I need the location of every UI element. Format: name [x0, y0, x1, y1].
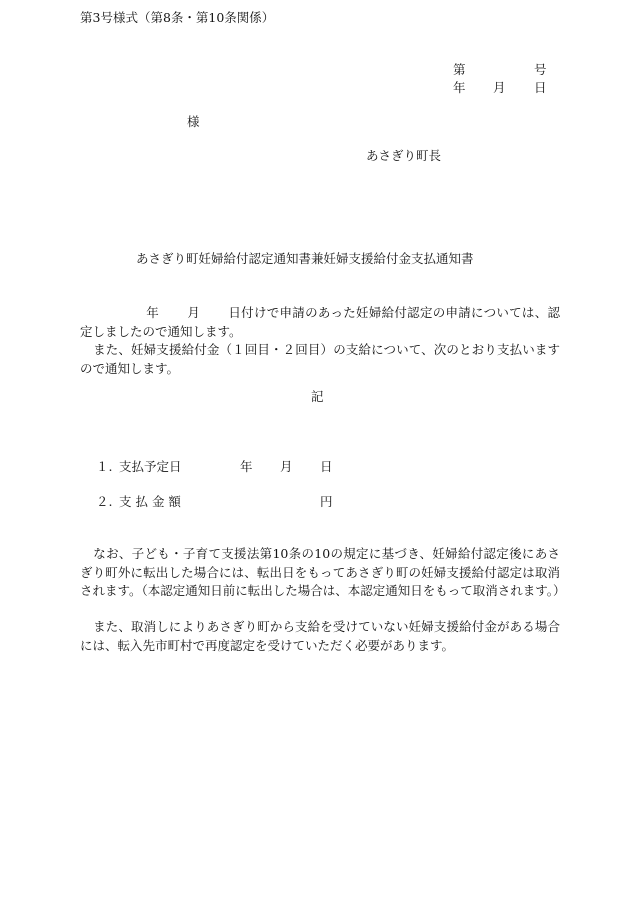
- issuer: あさぎり町長: [366, 148, 442, 163]
- ki-heading: 記: [311, 389, 324, 404]
- document-title: あさぎり町妊婦給付認定通知書兼妊婦支援給付金支払通知書: [136, 251, 474, 266]
- p1-text: 日付けで申請のあった妊婦給付認定の申請については、認定しましたので通知します。: [80, 305, 560, 339]
- p1-month: 月: [187, 305, 201, 320]
- item1-label: 支払予定日: [119, 459, 182, 474]
- item1-day: 日: [320, 459, 333, 474]
- doc-number-go: 号: [534, 62, 547, 77]
- doc-number-dai: 第: [453, 62, 466, 77]
- date-year: 年: [453, 80, 466, 95]
- p1-year: 年: [146, 305, 160, 320]
- note-paragraph-1: [80, 545, 566, 601]
- item2-unit: 円: [320, 494, 333, 509]
- item1-month: 月: [280, 459, 293, 474]
- body-paragraph-1: [80, 304, 560, 341]
- addressee-honorific: 様: [187, 114, 200, 129]
- note-paragraph-2: [80, 618, 560, 655]
- form-label: 第3号様式（第8条・第10条関係）: [80, 10, 275, 25]
- p2-text: また、妊婦支援給付金（１回目・２回目）の支給について、次のとおり支払いますので通知します。: [80, 342, 560, 376]
- item1-year: 年: [240, 459, 253, 474]
- note2-text: また、取消しによりあさぎり町から支給を受けていない妊婦支援給付金がある場合には、転入先市町村で再度認定を受けていただく必要があります。: [80, 619, 560, 653]
- item2-label: 支 払 金 額: [119, 494, 181, 509]
- date-day: 日: [534, 80, 547, 95]
- body-paragraph-2: [80, 341, 560, 378]
- item2-number: ２.: [96, 494, 113, 509]
- date-month: 月: [493, 80, 506, 95]
- item1-number: １.: [96, 459, 113, 474]
- note1-text: なお、子ども・子育て支援法第10条の10の規定に基づき、妊婦給付認定後にあさぎり町外に転出した場合には、転出日をもってあさぎり町の妊婦支援給付認定は取消されます。（本認定通知日前に転出した場合は、本認定通知日をもって取消されます。）: [80, 546, 566, 598]
